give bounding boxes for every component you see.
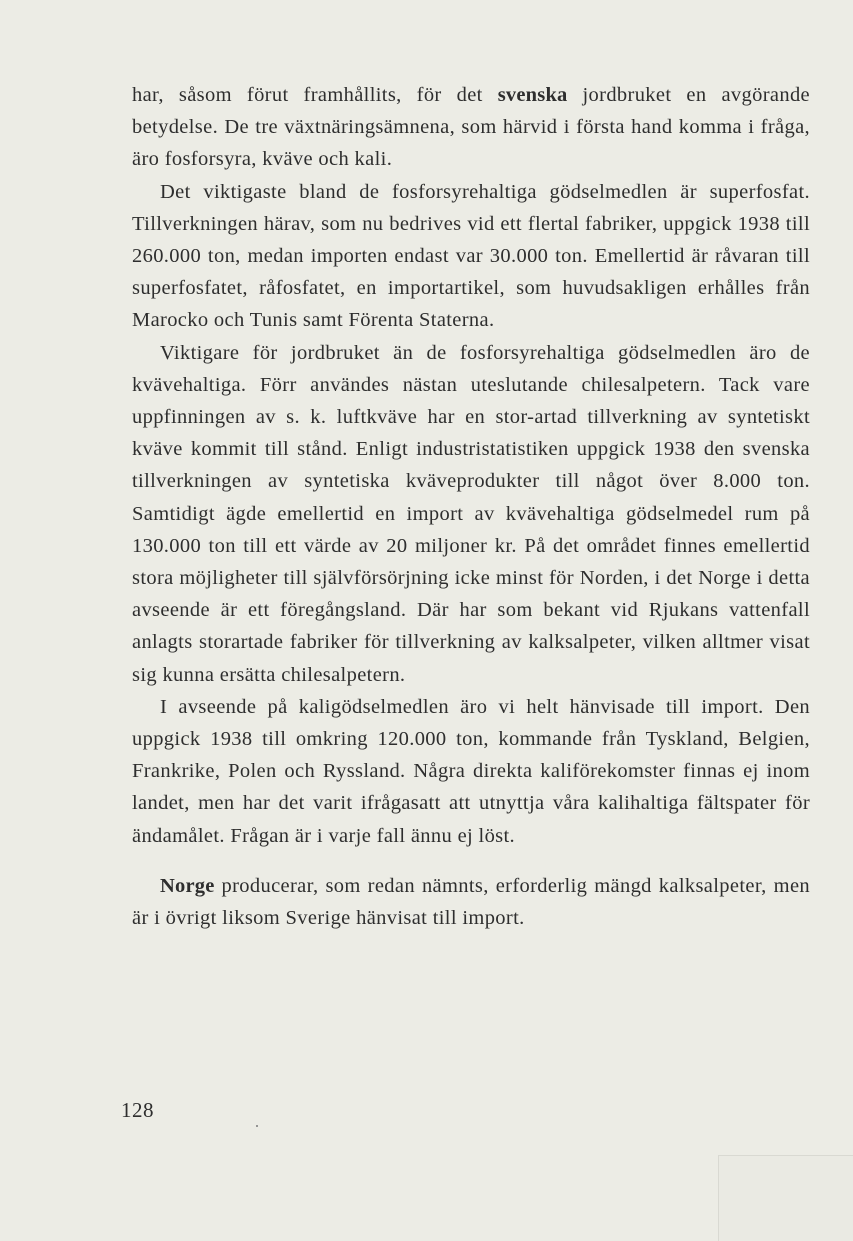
paragraph-2	[132, 176, 810, 337]
paragraph-1-text-b: jordbruket en avgörande betydelse. De tre växtnäringsämnena, som härvid i första hand komma i fråga, äro fosforsyra, kväve och kali.	[132, 84, 810, 171]
emphasis-svenska: svenska	[497, 84, 568, 106]
paragraph-4	[132, 691, 810, 852]
paragraph-2-text: Det viktigaste bland de fosforsyrehaltiga gödselmedlen är superfosfat. Tillverkningen härav, som nu bedrives vid ett flertal fabriker, uppgick 1938 till 260.000 ton, medan importen endast var 30.000 ton. Emellertid är råvaran till superfosfatet, råfosfatet, en importartikel, som huvudsakligen erhålles från Marocko och Tunis samt Förenta Staterna.	[132, 180, 810, 332]
paragraph-5	[132, 870, 810, 934]
page-number: 128	[121, 1098, 154, 1122]
paragraph-1-text-a: har, såsom förut framhållits, för det	[132, 84, 498, 106]
paragraph-3	[132, 337, 810, 691]
paper-corner-shadow	[718, 1155, 853, 1241]
ink-speck	[256, 1125, 258, 1127]
paragraph-5-text: producerar, som redan nämnts, erforderlig mängd kalksalpeter, men är i övrigt liksom Sverige hänvisat till import.	[132, 874, 810, 930]
emphasis-norge: Norge	[160, 874, 215, 897]
paragraph-4-text: I avseende på kaligödselmedlen äro vi helt hänvisade till import. Den uppgick 1938 till omkring 120.000 ton, kommande från Tyskland, Belgien, Frankrike, Polen och Ryssland. Några direkta kaliförekomster finnas ej inom landet, men har det varit ifrågasatt att utnyttja våra kalihaltiga fältspater för ändamålet. Frågan är i varje fall ännu ej löst.	[132, 695, 810, 847]
paragraph-3-text: Viktigare för jordbruket än de fosforsyrehaltiga gödselmedlen äro de kvävehaltiga. Förr användes nästan uteslutande chilesalpetern. Tack vare uppfinningen av s. k. luftkväve har en stor-artad tillverkning av syntetiskt kväve kommit till stånd. Enligt industristatistiken uppgick 1938 den svenska tillverkningen av syntetiska kväveprodukter till något över 8.000 ton. Samtidigt ägde emellertid en import av kvävehaltiga gödselmedel rum på 130.000 ton till ett värde av 20 miljoner kr. På det området finnes emellertid stora möjligheter till självförsörjning icke minst för Norden, i det Norge i detta avseende är ett föregångsland. Där har som bekant vid Rjukans vattenfall anlagts storartade fabriker för tillverkning av kalksalpeter, vilken alltmer visat sig kunna ersätta chilesalpetern.	[132, 341, 810, 686]
body-text	[132, 79, 810, 934]
paragraph-1	[132, 79, 810, 176]
